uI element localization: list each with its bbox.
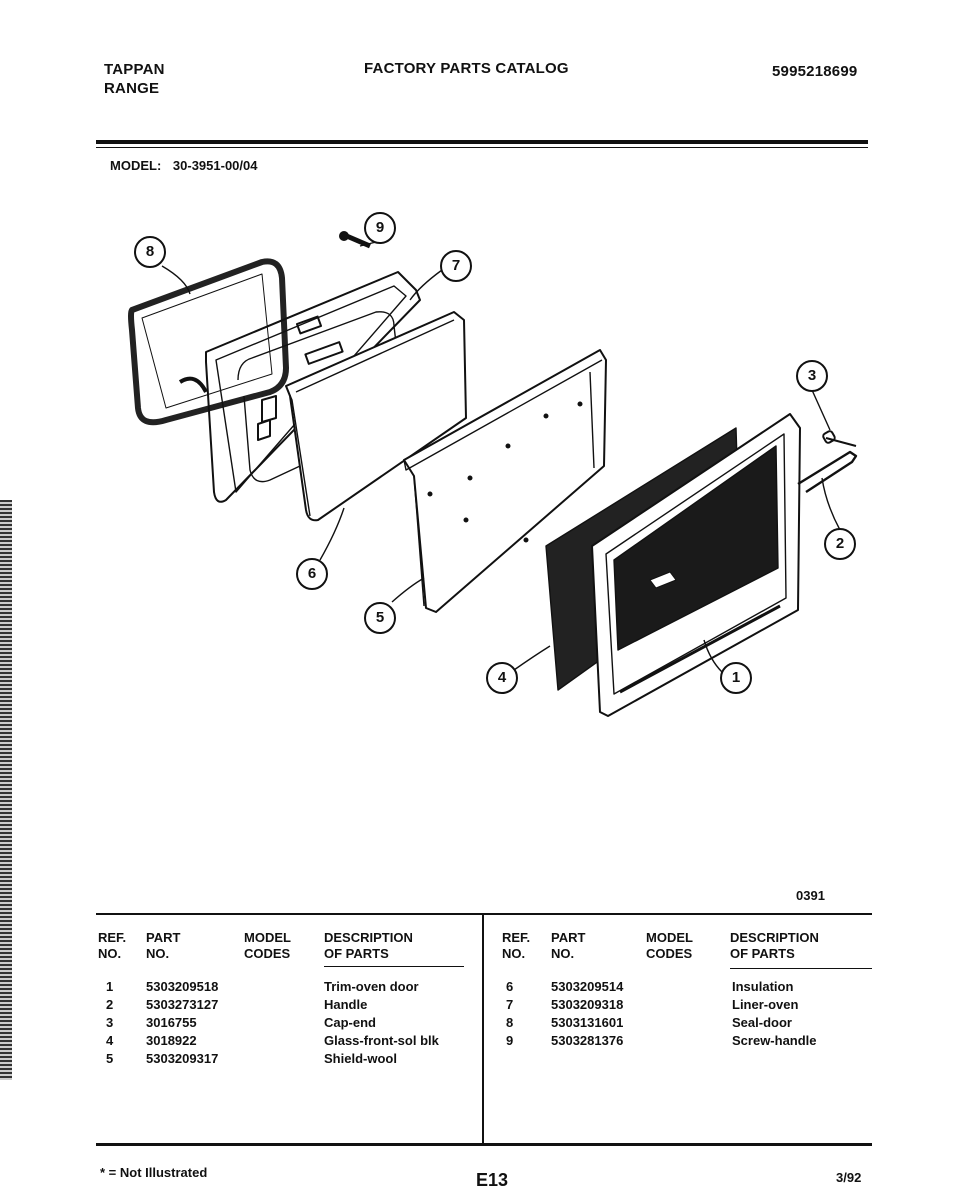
left-header-model: MODEL CODES xyxy=(244,930,291,961)
left-header-ref: REF. NO. xyxy=(98,930,127,961)
footnote: * = Not Illustrated xyxy=(100,1165,208,1180)
callout-5: 5 xyxy=(364,602,396,634)
callout-8: 8 xyxy=(134,236,166,268)
left-header-rule xyxy=(324,966,464,967)
callout-7: 7 xyxy=(440,250,472,282)
model-label: MODEL: xyxy=(110,158,162,173)
revision-date: 3/92 xyxy=(836,1170,862,1185)
table-top-rule xyxy=(96,913,872,915)
right-header-part: PART NO. xyxy=(551,930,586,961)
callout-4: 4 xyxy=(486,662,518,694)
callout-6: 6 xyxy=(296,558,328,590)
callout-2: 2 xyxy=(824,528,856,560)
callout-9: 9 xyxy=(364,212,396,244)
callout-1: 1 xyxy=(720,662,752,694)
left-header-desc: DESCRIPTION OF PARTS xyxy=(324,930,413,961)
callout-3: 3 xyxy=(796,360,828,392)
model-value: 30-3951-00/04 xyxy=(172,158,258,173)
right-header-rule xyxy=(730,968,872,969)
table-bottom-rule xyxy=(96,1143,872,1146)
table-divider xyxy=(482,913,484,1145)
right-header-model: MODEL CODES xyxy=(646,930,693,961)
right-header-ref: REF. NO. xyxy=(502,930,531,961)
figure-code: 0391 xyxy=(796,888,825,903)
catalog-title: FACTORY PARTS CATALOG xyxy=(364,60,569,77)
right-header-desc: DESCRIPTION OF PARTS xyxy=(730,930,819,961)
brand-line-1: TAPPAN xyxy=(104,61,165,78)
brand-line-2: RANGE xyxy=(104,80,160,97)
part-handle xyxy=(798,430,856,492)
catalog-number: 5995218699 xyxy=(772,63,858,80)
left-header-part: PART NO. xyxy=(146,930,181,961)
page-number: E13 xyxy=(476,1170,509,1190)
